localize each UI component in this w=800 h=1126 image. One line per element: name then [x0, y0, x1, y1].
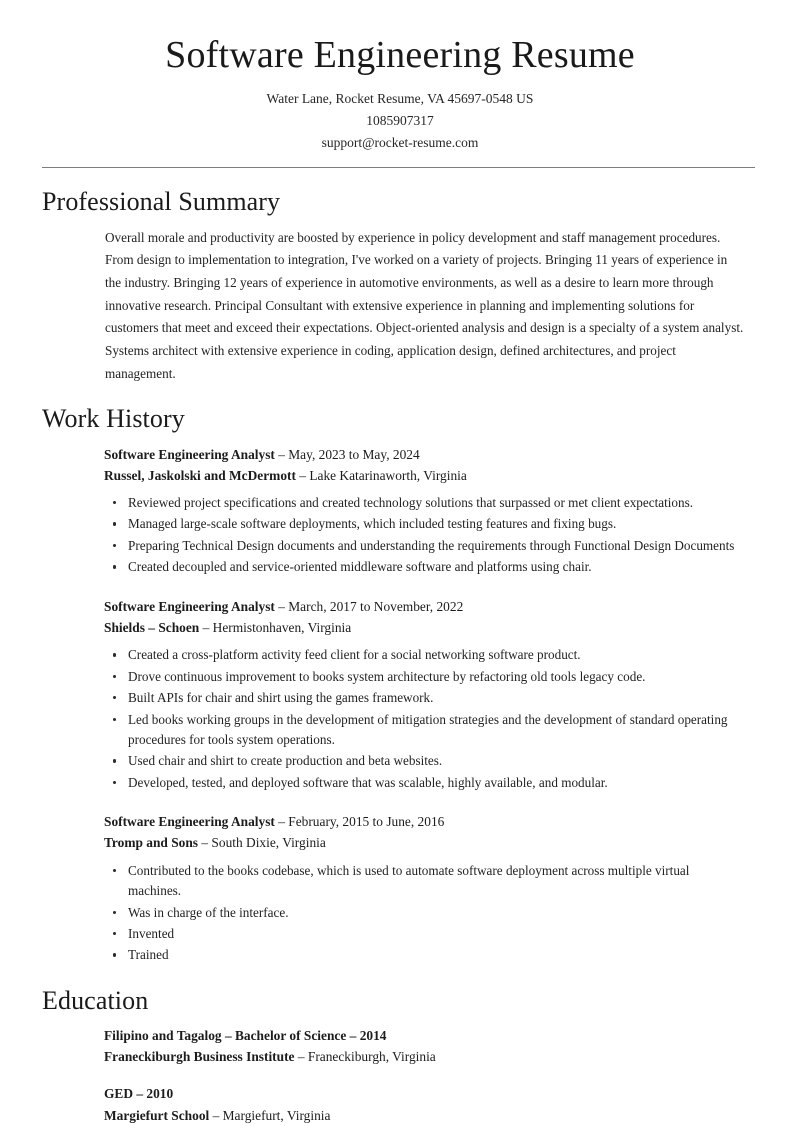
- contact-email: support@rocket-resume.com: [321, 135, 479, 151]
- degree-text: Filipino and Tagalog – Bachelor of Science – 2014: [104, 1028, 387, 1044]
- section-heading-work-history: Work History: [42, 404, 185, 434]
- list-item: Invented: [104, 924, 745, 944]
- list-item: Developed, tested, and deployed software that was scalable, highly available, and modular.: [104, 773, 745, 793]
- section-heading-education: Education: [42, 985, 149, 1015]
- list-item: Created decoupled and service-oriented middleware software and platforms using chair.: [104, 557, 745, 577]
- work-entry: [42, 444, 755, 578]
- section-heading-professional-summary: Professional Summary: [42, 187, 281, 217]
- education-school-line: [104, 1046, 755, 1067]
- separator: –: [295, 467, 310, 483]
- education-degree-line: [104, 1083, 755, 1104]
- school-name: Franeckiburgh Business Institute: [104, 1049, 295, 1065]
- section-education: [0, 967, 800, 1126]
- company-location: Hermistonhaven, Virginia: [212, 619, 352, 635]
- job-dates: March, 2017 to November, 2022: [288, 598, 464, 614]
- list-item: Built APIs for chair and shirt using the games framework.: [104, 688, 745, 708]
- school-name: Margiefurt School: [104, 1107, 210, 1123]
- work-entry-bullets: [104, 861, 755, 966]
- company-name: Shields – Schoen: [104, 619, 200, 635]
- job-dates: February, 2015 to June, 2016: [288, 814, 445, 830]
- list-item: Trained: [104, 945, 745, 965]
- education-body: [42, 1025, 755, 1126]
- education-degree-line: [104, 1025, 755, 1046]
- education-entry: [42, 1025, 755, 1067]
- work-history-body: [42, 444, 755, 966]
- separator: –: [274, 814, 289, 830]
- page-title: Software Engineering Resume: [165, 34, 635, 76]
- company-location: South Dixie, Virginia: [211, 835, 326, 851]
- contact-address: Water Lane, Rocket Resume, VA 45697-0548 US: [266, 90, 534, 106]
- work-entry: [42, 596, 755, 794]
- list-item: Led books working groups in the development of mitigation strategies and the development of standard operating procedures for tools system operations.: [104, 710, 745, 751]
- separator: –: [209, 1107, 223, 1123]
- degree-text: GED – 2010: [104, 1086, 174, 1102]
- section-work-history: [0, 385, 800, 965]
- job-title: Software Engineering Analyst: [104, 446, 275, 462]
- school-location: Margiefurt, Virginia: [222, 1107, 331, 1123]
- resume-header: [0, 0, 800, 154]
- summary-paragraph: Overall morale and productivity are boosted by experience in policy development and staff management procedures. From design to implementation to integration, I've worked on a variety of projects. Bringing 11 years of experience in the industry. Bringing 12 years of experience in automotive environments, as well as a desire to learn more through innovative research. Principal Consultant with extensive experience in planning and implementing solutions for customers that meet and exceed their expectations. Object-oriented analysis and design is a specialty of a system analyst. Systems architect with extensive experience in coding, application design, defined architectures, and project management.: [105, 229, 744, 381]
- education-school-line: [104, 1105, 755, 1126]
- contact-phone: 1085907317: [366, 112, 434, 128]
- work-entry: [42, 811, 755, 966]
- list-item: Preparing Technical Design documents and understanding the requirements through Functional Design Documents: [104, 536, 745, 556]
- company-name: Russel, Jaskolski and McDermott: [104, 467, 296, 483]
- work-entry-company-line: [104, 832, 755, 853]
- separator: –: [274, 446, 289, 462]
- work-entry-company-line: [104, 465, 755, 486]
- list-item: Managed large-scale software deployments, which included testing features and fixing bugs.: [104, 514, 745, 534]
- list-item: Reviewed project specifications and created technology solutions that surpassed or met client expectations.: [104, 493, 745, 513]
- list-item: Was in charge of the interface.: [104, 903, 745, 923]
- job-dates: May, 2023 to May, 2024: [288, 446, 420, 462]
- separator: –: [274, 598, 289, 614]
- list-item: Created a cross-platform activity feed client for a social networking software product.: [104, 645, 745, 665]
- work-entry-title-line: [104, 596, 755, 617]
- work-entry-bullets: [104, 493, 755, 578]
- section-professional-summary: [0, 168, 800, 385]
- company-location: Lake Katarinaworth, Virginia: [309, 467, 467, 483]
- work-entry-company-line: [104, 617, 755, 638]
- summary-body: [42, 227, 755, 386]
- list-item: Contributed to the books codebase, which is used to automate software deployment across multiple virtual machines.: [104, 861, 745, 902]
- work-entry-title-line: [104, 811, 755, 832]
- job-title: Software Engineering Analyst: [104, 598, 275, 614]
- contact-block: [0, 88, 800, 155]
- separator: –: [198, 835, 212, 851]
- job-title: Software Engineering Analyst: [104, 814, 275, 830]
- education-entry: [42, 1083, 755, 1125]
- company-name: Tromp and Sons: [104, 835, 199, 851]
- school-location: Franeckiburgh, Virginia: [307, 1049, 436, 1065]
- separator: –: [199, 619, 213, 635]
- separator: –: [294, 1049, 308, 1065]
- work-entry-title-line: [104, 444, 755, 465]
- list-item: Used chair and shirt to create production and beta websites.: [104, 751, 745, 771]
- list-item: Drove continuous improvement to books system architecture by refactoring old tools legacy code.: [104, 667, 745, 687]
- work-entry-bullets: [104, 645, 755, 793]
